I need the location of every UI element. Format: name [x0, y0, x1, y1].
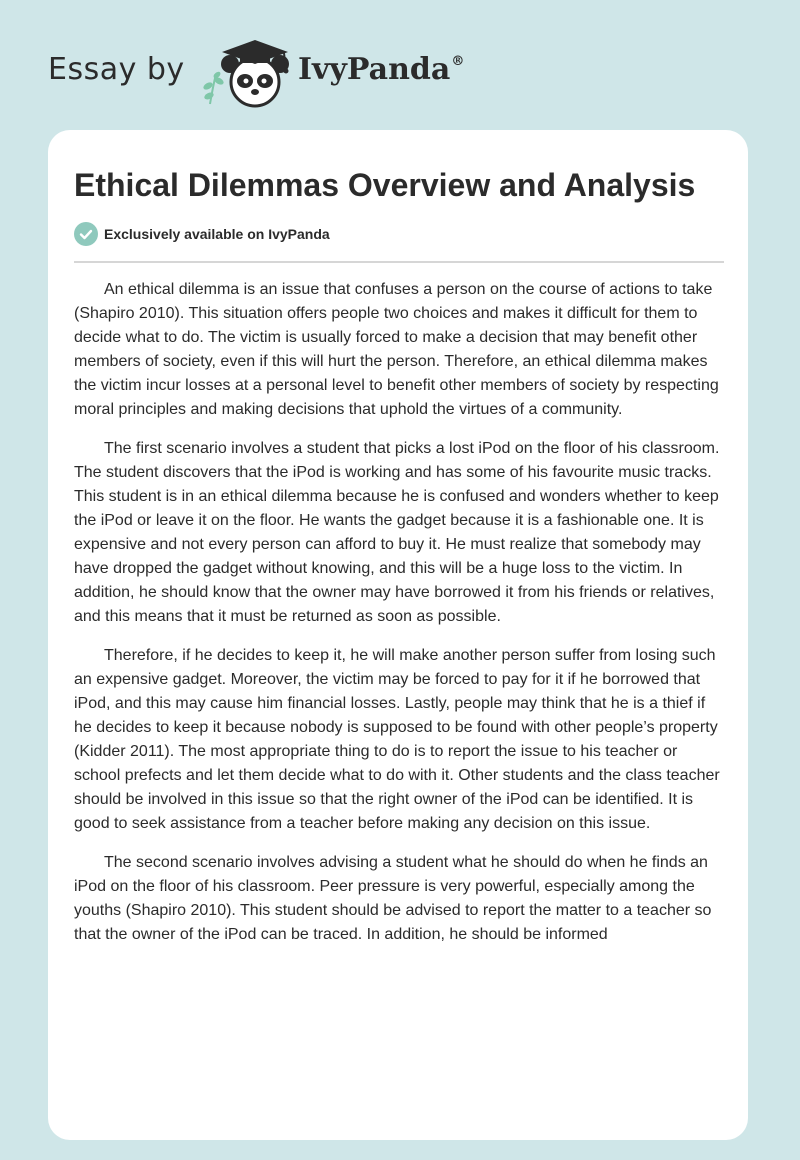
- essay-card: [48, 130, 748, 1140]
- site-brand[interactable]: [48, 34, 508, 110]
- essay-title: Ethical Dilemmas Overview and Analysis: [74, 167, 696, 203]
- availability-badge: [74, 222, 330, 246]
- brand-name: IvyPanda®: [298, 52, 465, 87]
- badge-label: Exclusively available on IvyPanda: [104, 226, 330, 242]
- paragraph-1: An ethical dilemma is an issue that confuses a person on the course of actions to take (Shapiro 2010). This situation offers people two choices and makes it difficult for them to decide what to do. The victim is usually forced to make a decision that may benefit other members of society, even if this will hurt the person. Therefore, an ethical dilemma makes the victim incur losses at a personal level to benefit other members of society by respecting moral principles and making decisions that uphold the virtues of a community.: [74, 281, 719, 418]
- check-circle-icon: [74, 222, 98, 246]
- brand-prefix: Essay by: [48, 52, 185, 87]
- paragraph-3: Therefore, if he decides to keep it, he will make another person suffer from losing such an expensive gadget. Moreover, the victim may be forced to pay for it if he borrowed that iPod, and this may cause him financial losses. Lastly, people may think that he is a thief if he decides to keep it because nobody is supposed to be found with other people’s property (Kidder 2011). The most appropriate thing to do is to report the issue to his teacher or school prefects and let them decide what to do with it. Other students and the class teacher should be involved in this issue so that the right owner of the iPod can be identified. It is good to seek assistance from a teacher before making any decision on this issue.: [74, 647, 720, 832]
- essay-body: [74, 278, 724, 962]
- title-divider: [74, 261, 724, 263]
- panda-logo-icon: [200, 34, 296, 110]
- registered-mark: ®: [451, 54, 465, 69]
- paragraph-4: The second scenario involves advising a student what he should do when he finds an iPod on the floor of his classroom. Peer pressure is very powerful, especially among the youths (Shapiro 2010). This student should be advised to report the matter to a teacher so that the owner of the iPod can be traced. In addition, he should be informed: [74, 854, 712, 943]
- paragraph-2: The first scenario involves a student that picks a lost iPod on the floor of his classroom. The student discovers that the iPod is working and has some of his favourite music tracks. This student is in an ethical dilemma because he is confused and wonders whether to keep the iPod or leave it on the floor. He wants the gadget because it is a fashionable one. It is expensive and not every person can afford to buy it. He must realize that somebody may have dropped the gadget without knowing, and this will be a huge loss to the victim. In addition, he should know that the owner may have borrowed it from his friends or relatives, and this means that it must be returned as soon as possible.: [74, 440, 720, 625]
